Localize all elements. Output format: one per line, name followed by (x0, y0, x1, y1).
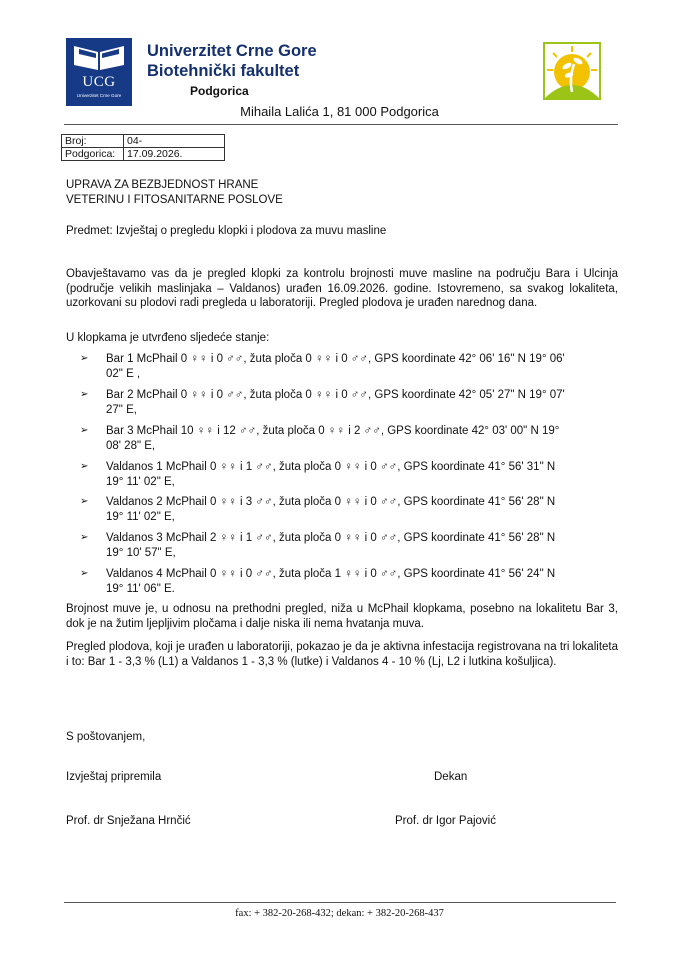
broj-label: Broj: (62, 135, 124, 148)
recipient-line-1: UPRAVA ZA BEZBJEDNOST HRANE (66, 179, 259, 191)
recipient-line-2: VETERINU I FITOSANITARNE POSLOVE (66, 194, 283, 206)
dean-name: Prof. dr Igor Pajović (395, 815, 496, 827)
traps-intro: U klopkama je utvrđeno sljedeće stanje: (66, 332, 270, 344)
header-divider (64, 124, 618, 125)
footer-divider (64, 902, 616, 903)
table-row (62, 135, 225, 148)
date-value: 17.09.2026. (124, 148, 225, 161)
broj-value: 04- (124, 135, 225, 148)
arrow-bullet-icon: ➢ (80, 353, 89, 364)
olive-sprout-icon (543, 42, 601, 100)
address: Mihaila Lalića 1, 81 000 Podgorica (240, 104, 439, 119)
faculty-logo (543, 42, 601, 100)
table-row (62, 148, 225, 161)
intro-paragraph: Obavještavamo vas da je pregled klopki za kontrolu brojnosti muve masline na području Bara i Ulcinja (područje velikih maslinjaka – Valdanos) urađen 16.09.2026. godine. Istovremeno, sa svakog lokaliteta, uzorkovani su plodovi radi pregleda u laboratoriji. Pregled plodova je urađen narednog dana. (66, 268, 618, 309)
logo-ucg-subtext: Univerzitet Crne Gore (76, 93, 122, 98)
footer-contact: fax: + 382-20-268-432; dekan: + 382-20-268-437 (235, 908, 444, 919)
faculty-name: Biotehnički fakultet (147, 62, 300, 80)
book-icon (66, 38, 132, 74)
arrow-bullet-icon: ➢ (80, 461, 89, 472)
arrow-bullet-icon: ➢ (80, 496, 89, 507)
fruit-review-paragraph: Pregled plodova, koji je urađen u laboratoriji, pokazao je da je aktivna infestacija registrovana na tri lokaliteta i to: Bar 1 - 3,3 % (L1) a Valdanos 1 - 3,3 % (lutke) i Valdanos 4 - 10 % (Lj, L2 i lutkina košuljica). (66, 641, 618, 668)
arrow-bullet-icon: ➢ (80, 389, 89, 400)
summary-paragraph: Brojnost muve je, u odnosu na prethodni pregled, niža u McPhail klopkama, posebno na lokalitetu Bar 3, dok je na žutim ljepljivim pločama i dalje niska ili nema hvatanja muva. (66, 603, 618, 630)
header-city: Podgorica (190, 84, 249, 98)
prepared-by-label: Izvještaj pripremila (66, 771, 162, 783)
arrow-bullet-icon: ➢ (80, 532, 89, 543)
university-logo (66, 38, 132, 106)
place-label: Podgorica: (62, 148, 124, 161)
prepared-by-name: Prof. dr Snježana Hrnčić (66, 815, 191, 827)
reference-table (61, 134, 225, 161)
arrow-bullet-icon: ➢ (80, 568, 89, 579)
logo-ucg-text: UCG (82, 74, 116, 90)
closing-greeting: S poštovanjem, (66, 731, 146, 743)
university-name: Univerzitet Crne Gore (147, 42, 317, 60)
arrow-bullet-icon: ➢ (80, 425, 89, 436)
dean-label: Dekan (434, 771, 468, 783)
subject-line: Predmet: Izvještaj o pregledu klopki i plodova za muvu masline (66, 225, 387, 237)
